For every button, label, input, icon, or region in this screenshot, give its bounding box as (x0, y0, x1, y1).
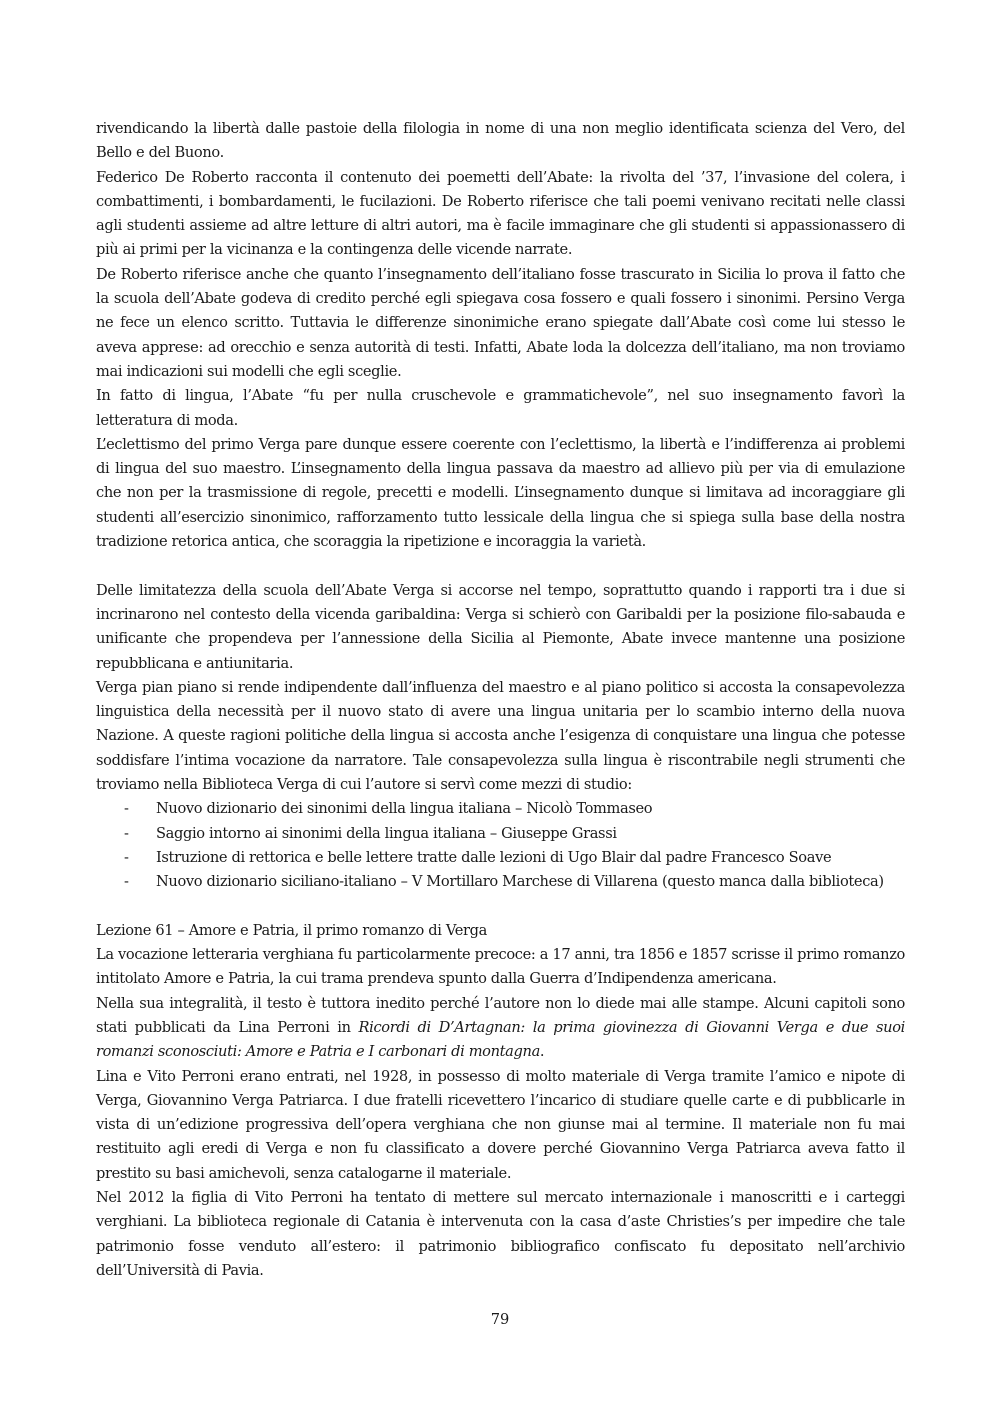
paragraph-eclettismo: L’eclettismo del primo Verga pare dunque essere coerente con l’eclettismo, la libertà e l’indifferenza ai problemi di lingua del suo maestro. L’insegnamento della lingua passava da maestro ad allievo più per via di emulazione che non per la trasmissione di regole, precetti e modelli. L’insegnamento dunque si limitava ad incoraggiare gli studenti all’esercizio sinonimico, rafforzamento tutto lessicale della lingua che si spiega sulla base della nostra tradizione retorica antica, che scoraggia la ripetizione e incoraggia la varietà. (96, 435, 905, 551)
list-item (96, 870, 905, 894)
paragraph-continuation: rivendicando la libertà dalle pastoie della filologia in nome di una non meglio identificata scienza del Vero, del Bello e del Buono. (96, 120, 905, 162)
list-item-text: Istruzione di rettorica e belle lettere tratte dalle lezioni di Ugo Blair dal padre Francesco Soave (156, 848, 832, 866)
paragraph-de-roberto-poemetti: Federico De Roberto racconta il contenuto dei poemetti dell’Abate: la rivolta del ’37, l’invasione del colera, i combattimenti, i bombardamenti, le fucilazioni. De Roberto riferisce che tali poemi venivano recitati nelle classi agli studenti assieme ad altre letture di altri autori, ma è facile immaginare che gli studenti si appassionassero di più ai primi per la vicinanza e la contingenza delle vicende narrate. (96, 168, 905, 259)
list-item (96, 822, 905, 846)
paragraph-vocazione: La vocazione letteraria verghiana fu particolarmente precoce: a 17 anni, tra 1856 e 1857 scrisse il primo romanzo intitolato Amore e Patria, la cui trama prendeva spunto dalla Guerra d’Indipendenza americana. (96, 946, 905, 988)
list-bullet: - (124, 848, 129, 866)
paragraph-indipendenza: Verga pian piano si rende indipendente dall’influenza del maestro e al piano politico si accosta la consapevolezza linguistica della necessità per il nuovo stato di avere una lingua unitaria per lo scambio interno della nuova Nazione. A queste ragioni politiche della lingua si accosta anche l’esigenza di conquistare una lingua che potesse soddisfare l’intima vocazione da narratore. Tale consapevolezza sulla lingua è riscontrabile negli strumenti che troviamo nella Biblioteca Verga di cui l’autore si servì come mezzi di studio: (96, 678, 905, 794)
list-item (96, 797, 905, 821)
paragraph-fatto-di-lingua: In fatto di lingua, l’Abate “fu per nulla cruschevole e grammatichevole”, nel suo insegnamento favorì la letteratura di moda. (96, 387, 905, 429)
paragraph-integralita (96, 992, 905, 1065)
page-body (96, 117, 905, 1283)
paragraph-limitatezza: Delle limitatezza della scuola dell’Abate Verga si accorse nel tempo, soprattutto quando i rapporti tra i due si incrinarono nel contesto della vicenda garibaldina: Verga si schierò con Garibaldi per la posizione filo-sabauda e unificante che propendeva per l’annessione della Sicilia al Piemonte, Abate invece mantenne una posizione repubblicana e antiunitaria. (96, 581, 905, 672)
paragraph-spacer (96, 554, 905, 578)
page-number: 79 (490, 1311, 510, 1328)
list-item-text: Saggio intorno ai sinonimi della lingua italiana – Giuseppe Grassi (156, 824, 617, 842)
list-bullet: - (124, 873, 129, 891)
paragraph-de-roberto-insegnamento: De Roberto riferisce anche che quanto l’insegnamento dell’italiano fosse trascurato in Sicilia lo prova il fatto che la scuola dell’Abate godeva di credito perché egli spiegava cosa fossero e quali fossero i sinonimi. Persino Verga ne fece un elenco scritto. Tuttavia le differenze sinonimiche erano spiegate dall’Abate così come lui stesso le aveva apprese: ad orecchio e senza autorità di testi. Infatti, Abate loda la dolcezza dell’italiano, ma non troviamo mai indicazioni sui modelli che egli sceglie. (96, 265, 905, 380)
paragraph-integralita-end: . (539, 1043, 545, 1061)
paragraph-2012: Nel 2012 la figlia di Vito Perroni ha tentato di mettere sul mercato internazionale i manoscritti e i carteggi verghiani. La biblioteca regionale di Catania è intervenuta con la casa d’aste Christies’s per impedire che tale patrimonio fosse venduto all’estero: il patrimonio bibliografico confiscato fu depositato nell’archivio dell’Università di Pavia. (96, 1189, 905, 1279)
paragraph-spacer (96, 895, 905, 919)
list-item-text: Nuovo dizionario siciliano-italiano – V Mortillaro Marchese di Villarena (questo manca dalla biblioteca) (156, 873, 884, 891)
book-title: Ricordi di D’Artagnan: la prima giovinezza di Giovanni Verga e due suoi romanzi sconosciuti: Amore e Patria e I carbonari di montagna (96, 1018, 905, 1061)
list-bullet: - (124, 800, 129, 818)
lesson-heading: Lezione 61 – Amore e Patria, il primo romanzo di Verga (96, 921, 487, 939)
reference-list (96, 797, 905, 894)
list-bullet: - (124, 824, 129, 842)
list-item (96, 846, 905, 870)
list-item-text: Nuovo dizionario dei sinonimi della lingua italiana – Nicolò Tommaseo (156, 800, 653, 818)
paragraph-integralita-text: Nella sua integralità, il testo è tuttora inedito perché l’autore non lo diede mai alle stampe. Alcuni capitoli sono stati pubblicati da Lina Perroni in (96, 994, 905, 1036)
paragraph-perroni: Lina e Vito Perroni erano entrati, nel 1928, in possesso di molto materiale di Verga tramite l’amico e nipote di Verga, Giovannino Verga Patriarca. I due fratelli ricevettero l’incarico di studiare quelle carte e di pubblicarle in vista di un’edizione progressiva dell’opera verghiana che non giunse mai al termine. Il materiale non fu mai restituito agli eredi di Verga e non fu classificato a dovere perché Giovannino Verga Patriarca aveva fatto il prestito su basi amichevoli, senza catalogarne il materiale. (96, 1067, 905, 1182)
